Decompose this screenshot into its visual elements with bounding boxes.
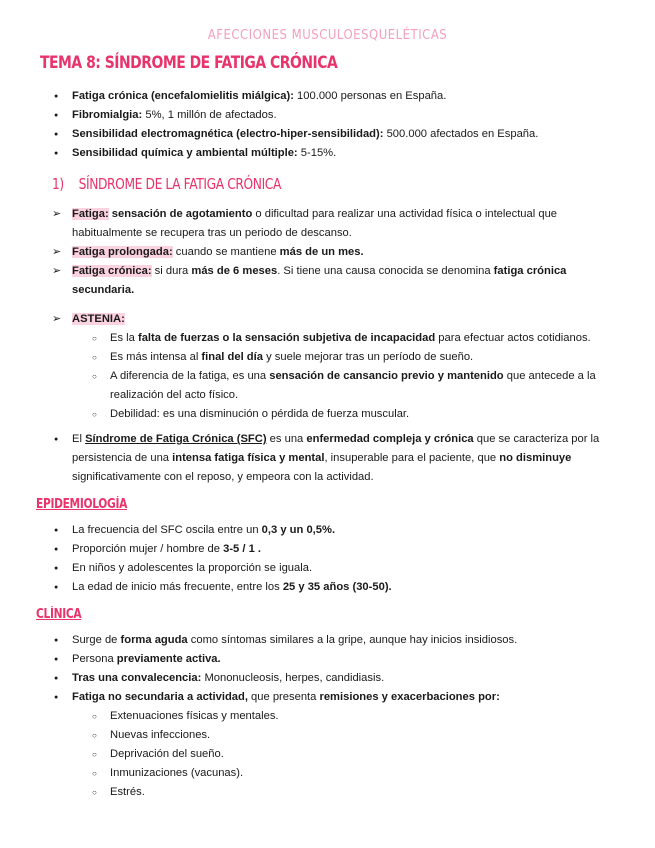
list-item: ● Tras una convalecencia: Mononucleosis, herpes, candidiasis.	[40, 669, 615, 688]
section-heading	[52, 175, 514, 193]
definition-astenia: ➢ ASTENIA:	[40, 310, 615, 329]
list-item: ● Fatiga no secundaria a actividad, que presenta remisiones y exacerbaciones por:	[40, 688, 615, 707]
section-title: SÍNDROME DE LA FATIGA CRÓNICA	[78, 175, 281, 193]
list-item: ● Fibromialgia: 5%, 1 millón de afectados.	[40, 106, 615, 125]
epidemiologia-list	[40, 521, 615, 597]
topic-title: TEMA 8: SÍNDROME DE FATIGA CRÓNICA	[40, 53, 338, 73]
list-item: ○ Estrés.	[40, 783, 615, 802]
list-item: ○ Es más intensa al final del día y suele mejorar tras un período de sueño.	[40, 348, 615, 367]
list-item: ○ Es la falta de fuerzas o la sensación subjetiva de incapacidad para efectuar actos cotidianos.	[40, 329, 615, 348]
list-item: ● En niños y adolescentes la proporción se iguala.	[40, 559, 615, 578]
astenia-list	[40, 329, 615, 424]
section-number: 1)	[52, 175, 64, 193]
list-item: ● La frecuencia del SFC oscila entre un 0,3 y un 0,5%.	[40, 521, 615, 540]
list-item: ● Sensibilidad química y ambiental múltiple: 5-15%.	[40, 144, 615, 163]
list-item: ○ Nuevas infecciones.	[40, 726, 615, 745]
sfc-definition: ● El Síndrome de Fatiga Crónica (SFC) es una enfermedad compleja y crónica que se caracteriza por la persistencia de una intensa fatiga física y mental, insuperable para el paciente, que no disminuye significativamente con el reposo, y empeora con la actividad.	[40, 430, 615, 487]
list-item: ● Proporción mujer / hombre de 3-5 / 1 .	[40, 540, 615, 559]
clinica-sub-list	[40, 707, 615, 802]
list-item: ● Fatiga crónica (encefalomielitis miálgica): 100.000 personas en España.	[40, 87, 615, 106]
list-item: ○ Inmunizaciones (vacunas).	[40, 764, 615, 783]
definition-fatiga-cronica: ➢ Fatiga crónica: si dura más de 6 meses. Si tiene una causa conocida se denomina fatiga crónica secundaria.	[40, 262, 615, 300]
sfc-list	[40, 430, 615, 487]
list-item: ● Surge de forma aguda como síntomas similares a la gripe, aunque hay inicios insidiosos.	[40, 631, 615, 650]
clinica-heading: CLÍNICA	[36, 607, 82, 622]
definition-fatiga: ➢ Fatiga: sensación de agotamiento o dificultad para realizar una actividad física o intelectual que habitualmente se recupera tras un periodo de descanso.	[40, 205, 615, 243]
list-item: ○ A diferencia de la fatiga, es una sensación de cansancio previo y mantenido que antecede a la realización del acto físico.	[40, 367, 615, 405]
intro-list	[40, 87, 615, 163]
list-item: ○ Deprivación del sueño.	[40, 745, 615, 764]
definition-fatiga-prolongada: ➢ Fatiga prolongada: cuando se mantiene más de un mes.	[40, 243, 615, 262]
epidemiologia-heading: EPIDEMIOLOGÍA	[36, 497, 128, 512]
list-item: ● Sensibilidad electromagnética (electro-hiper-sensibilidad): 500.000 afectados en España.	[40, 125, 615, 144]
list-item: ○ Debilidad: es una disminución o pérdida de fuerza muscular.	[40, 405, 615, 424]
subject-header: AFECCIONES MUSCULOESQUELÉTICAS	[207, 28, 448, 43]
list-item: ○ Extenuaciones físicas y mentales.	[40, 707, 615, 726]
clinica-list	[40, 631, 615, 707]
definitions-list	[40, 205, 615, 329]
list-item: ● Persona previamente activa.	[40, 650, 615, 669]
list-item: ● La edad de inicio más frecuente, entre los 25 y 35 años (30-50).	[40, 578, 615, 597]
